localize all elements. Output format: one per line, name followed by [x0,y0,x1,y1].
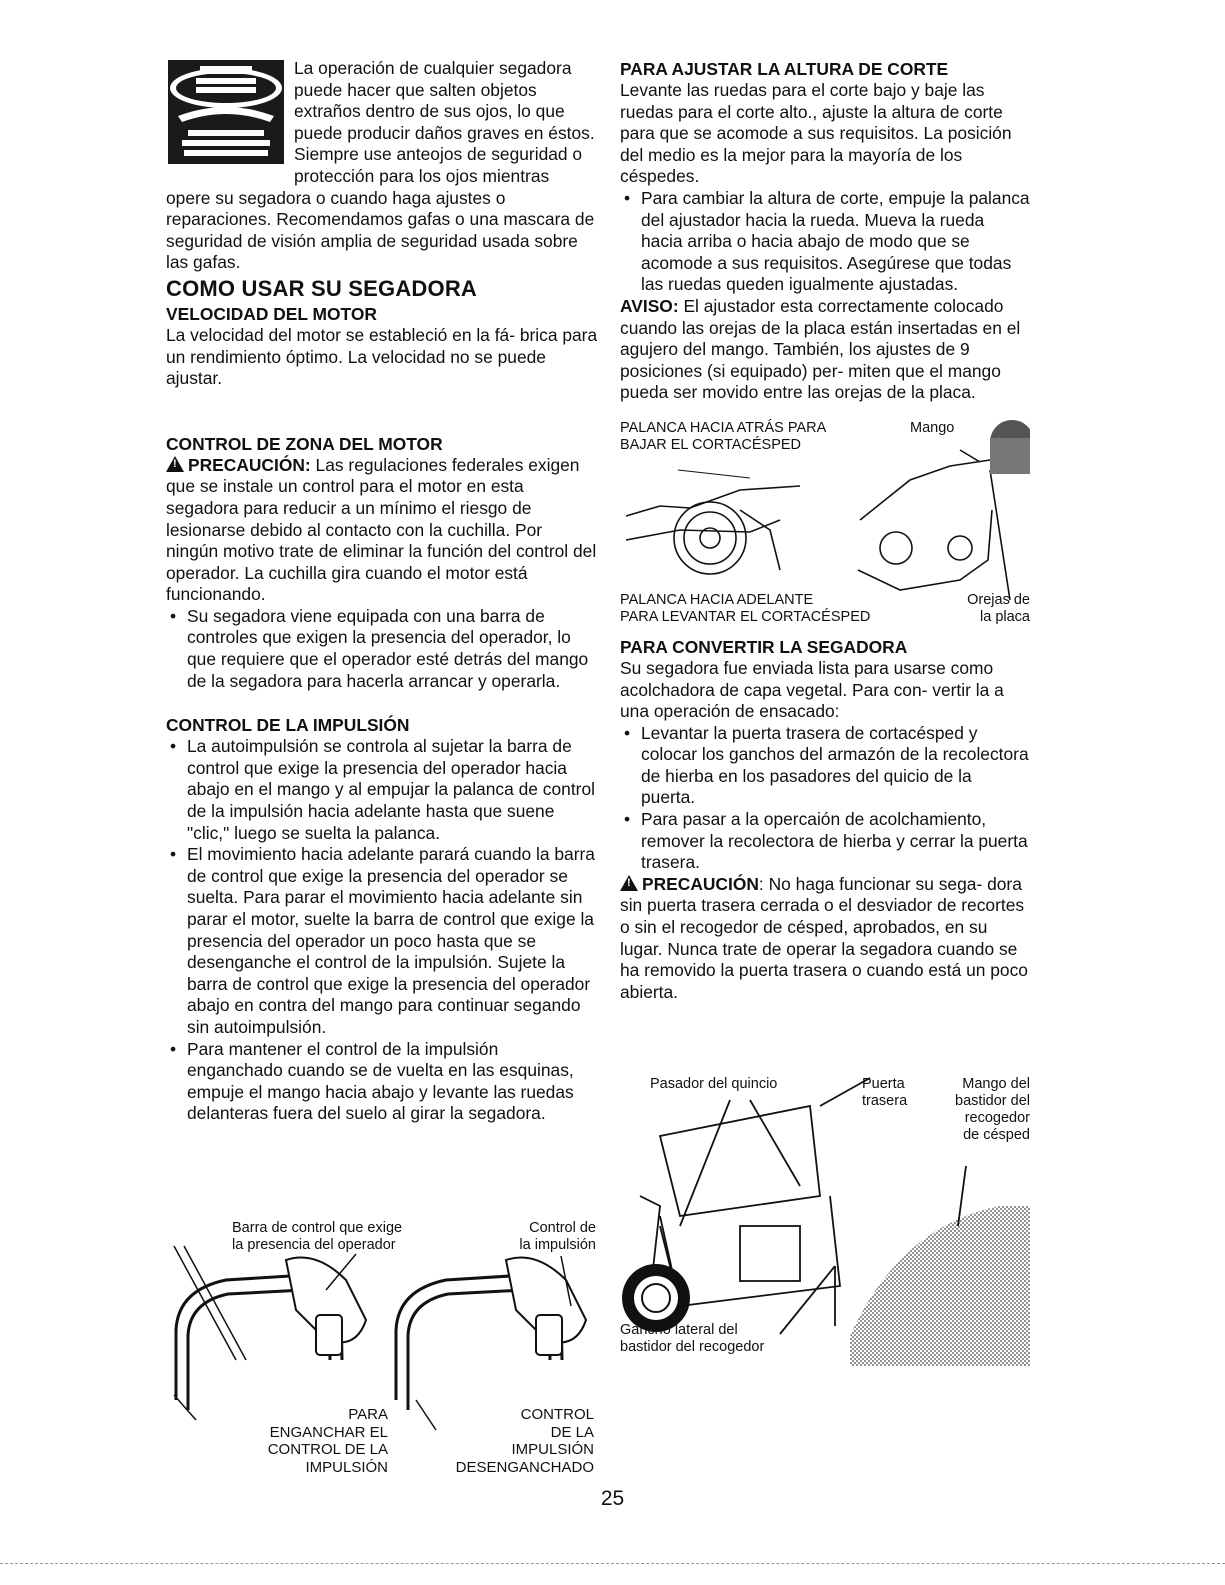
right-column [620,58,1030,1003]
altura-heading: PARA AJUSTAR LA ALTURA DE CORTE [620,59,949,79]
bar-label: Barra de control que exige la presencia del operador [232,1220,403,1253]
safety-glasses-icon [166,58,286,166]
control-zona-heading: CONTROL DE ZONA DEL MOTOR [166,433,443,454]
bag-figure [620,1076,1030,1366]
warning-icon [620,875,638,891]
left-column [166,58,598,1125]
convertir-heading: PARA CONVERTIR LA SEGADORA [620,636,908,657]
disengage-label: CONTROL DE LA IMPULSIÓN DESENGANCHADO [455,1406,594,1476]
list-item: • Para cambiar la altura de corte, empuje la palanca del ajustador hacia la rueda. Mueva la rueda hacia arriba o hacia abajo de modo que se acomode a sus requisitos. Asegúrese que todas las ruedas queden igualmente ajustadas. [620,188,1030,296]
list-item: • Levantar la puerta trasera de cortacésped y colocar los ganchos del armazón de la recolectora de hierba en los pasadores del quicio de la puerta. [620,723,1030,809]
control-impulsion-list [166,736,598,1125]
aviso-text: AVISO: El ajustador esta correctamente colocado cuando las orejas de la placa están insertadas en el agujero del mango. También, los ajustes de 9 posiciones (si equipado) per- miten que el mango pueda ser movido entre las orejas de la placa. [620,295,1021,403]
handle-figure [166,1220,598,1482]
velocidad-heading: VELOCIDAD DEL MOTOR [166,303,377,324]
caution-label: PRECAUCIÓN [642,873,759,894]
control-impulsion-heading: CONTROL DE LA IMPULSIÓN [166,715,410,736]
list-item: • Su segadora viene equipada con una barra de controles que exigen la presencia del operador, lo que requiere que el operador esté detrás del mango de la segadora para hacerla arrancar y operarla. [166,606,598,692]
intro-text: La operación de cualquier segadora puede hacer que salten objetos extraños dentro de sus ojos, lo que puede producir daños graves en éstos. Siempre use anteojos de seguridad o protección para los ojos mientras opere su segadora o cuando haga ajustes o reparaciones. Recomendamos gafas o una mascara de seguridad de visión amplia de seguridad usada sobre las gafas. [166,58,595,273]
lever-back-label: PALANCA HACIA ATRÁS PARA BAJAR EL CORTACÉSPED [620,419,827,453]
gancho-label: Gancho lateral del bastidor del recogedor [620,1322,765,1355]
control-label: Control de la impulsión [519,1220,596,1253]
page-number: 25 [600,1487,625,1510]
mango-bastidor-label: Mango del bastidor del recogedor de césped [955,1076,1030,1143]
list-item: • El movimiento hacia adelante parará cuando la barra de control que exige la presencia del operador se suelta. Para parar el movimiento hacia adelante sin parar el motor, suelte la barra de control que exige la presencia del operador un poco hasta que se desenganche el control de la impulsión. Sujete la barra de control que exige la presencia del operador abajo en contra del mango para continuar segando sin autoimpulsión. [166,844,598,1038]
engage-label: PARA ENGANCHAR EL CONTROL DE LA IMPULSIÓN [267,1406,388,1476]
list-item: • Para pasar a la opercaión de acolchamiento, remover la recolectora de hierba y cerrar la puerta trasera. [620,809,1030,874]
aviso-label: AVISO: [620,295,679,316]
caution-label: PRECAUCIÓN: [188,454,311,475]
mango-label: Mango [910,419,955,436]
altura-text: Levante las ruedas para el corte bajo y baje las ruedas para el corte alto., ajuste la altura de corte para que se acomode a sus requisitos. La posición del medio es la mejor para la mayoría de los céspedes. [620,80,1012,187]
altura-list [620,188,1030,296]
velocidad-text: La velocidad del motor se estableció en la fá- brica para un rendimiento óptimo. La velocidad no se puede ajustar. [166,324,598,389]
orejas-label: Orejas de la placa [967,591,1030,625]
list-item: • Para mantener el control de la impulsión enganchado cuando se de vuelta en las esquinas, empuje el mango hacia abajo y levante las ruedas delanteras fuera del suelo al girar la segadora. [166,1039,598,1125]
caution-text: Las regulaciones federales exigen que se instale un control para el motor en esta segadora para reducir a un mínimo el riesgo de lesionarse debido al contacto con la cuchilla. Por ningún motivo trate de eliminar la función del control del operador. La cuchilla gira cuando el motor está funcionando. [166,454,597,605]
pasador-label: Pasador del quincio [650,1076,778,1092]
convertir-caution: !PRECAUCIÓN: No haga funcionar su sega- dora sin puerta trasera cerrada o el desviador de recortes o sin el recogedor de césped, aprobados, en su lugar. Nunca trate de operar la segadora cuando se ha removido la puerta trasera o cuando está un poco abierta. [620,874,1030,1004]
convertir-text: Su segadora fue enviada lista para usarse como acolchadora de capa vegetal. Para con- vertir la a una operación de ensacado: [620,657,1004,722]
height-figure [620,420,1030,632]
bottom-rule [0,1563,1225,1564]
control-zona-list [166,606,598,692]
warning-icon [166,456,184,472]
puerta-label: Puerta trasera [862,1076,908,1109]
list-item: • La autoimpulsión se controla al sujetar la barra de control que exige la presencia del operador hacia abajo en el mango y al empujar la palanca de control de la impulsión hacia adelante hasta que suene "clic," luego se suelta la palanca. [166,736,598,844]
lever-forward-label: PALANCA HACIA ADELANTE PARA LEVANTAR EL CORTACÉSPED [620,591,871,625]
convertir-list [620,723,1030,874]
safety-intro [166,58,598,274]
control-zona-caution [166,455,598,606]
como-usar-heading: COMO USAR SU SEGADORA [166,275,477,301]
